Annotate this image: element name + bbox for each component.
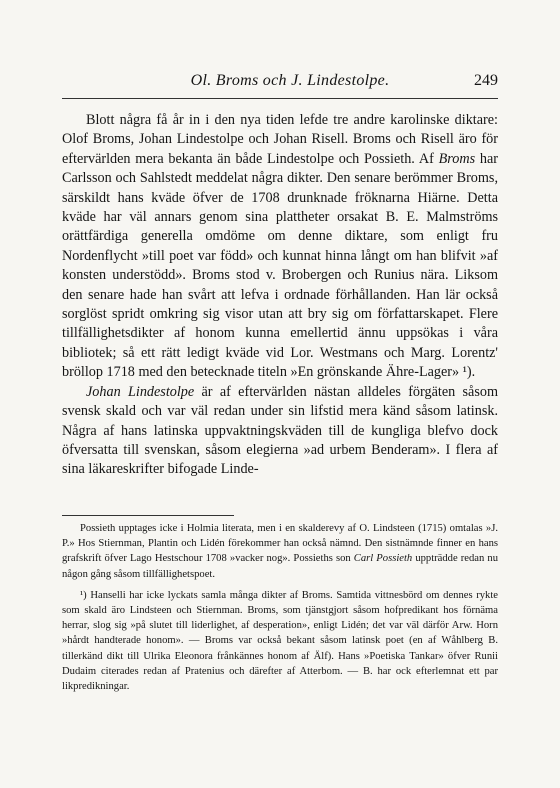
page-header [62, 72, 498, 94]
footnote-rule [62, 515, 234, 516]
paragraph-text: är af eftervärlden nästan alldeles förgäten såsom svensk skald och var väl redan under sin lifstid mera känd såsom latinsk. Några af hans latinska uppvaktningskväden till de kungliga blefvo dock öfversatta till svenskan, såsom elegierna »ad urbem Benderam». I flera af sina läkareskrifter bifogade Linde- [62, 383, 499, 478]
footnote-text: uppträdde redan nu någon gång såsom tillfällighetspoet. [62, 553, 498, 580]
footnotes [62, 521, 498, 700]
italic-name-broms: Broms [438, 150, 476, 167]
paragraph-text: har Carlsson och Sahlstedt meddelat några dikter. Den senare berömmer Broms, särskildt hans kväde öfver de 1708 drunknade fröknarna Hiärne. Detta kväde har väl annars genom sina plattheter orsakat B. E. Malmströms orättfärdiga generella omdöme om denne diktare, som enligt fru Nordenflycht »till poet var född» och kunnat hinna långt om han blifvit »af konsten understödd». Broms stod v. Brobergen och Runius nära. Liksom den senare hade han svårt att lefva i ordnade förhållanden. Han lär också sorglöst spridt omkring sig visor utan att bry sig om författarskapet. Flere tillfällighetsdikter af honom kunna emellertid ännu uppsökas i våra bibliotek; så ett rätt ledigt kväde vid Lor. Westmans och Marg. Lorentz' bröllop 1718 med den betecknade titeln »En grönskande Ähre-Lager» ¹). [62, 150, 498, 381]
footnote-text: Possieth upptages icke i Holmia literata, men i en skalderevy af O. Lindsteen (1715) omtalas »J. P.» Hos Stiernman, Plantin och Lidén förekommer han också nämnd. Den sistnämnde finner en hans grafskrift öfver Lago Hestschour 1708 »vacker nog». Possieths son [62, 523, 498, 565]
page-number: 249 [474, 72, 498, 89]
italic-name-lindestolpe: Johan Lindestolpe [86, 383, 195, 400]
paragraph-broms [62, 111, 498, 383]
italic-name-carl-possieth: Carl Possieth [353, 553, 413, 565]
paragraph-text: Blott några få år in i den nya tiden lefde tre andre karolinske diktare: Olof Broms, Johan Lindestolpe och Johan Risell. Broms och Risell äro för eftervärlden mera bekanta än både Lindestolpe och Possieth. Af [62, 112, 498, 167]
main-text [62, 111, 498, 480]
header-rule [62, 98, 498, 99]
footnote-1: ¹) Hanselli har icke lyckats samla många dikter af Broms. Samtida vittnesbörd om dennes rykte som skald äro Lindsteen och Stiernman. Broms, som tjänstgjort såsom hofpredikant hos förnäma herrar, slog sig »på slutet till liderlighet, af desperation», enligt Lidén; det var väl därför Arw. Horn »hårdt handterade honom». — Broms var också bekant såsom latinsk poet (en af Wåhlberg B. tillerkänd dikt till Ulrika Eleonora frånkännes honom af Älf). Hans »Poetiska Tankar» öfver Runii Dudaim citerades redan af Pratenius och därefter af Atterbom. — B. har ock efterlemnat ett par likpredikningar. [62, 589, 498, 693]
footnote-possieth [62, 521, 498, 582]
running-title: Ol. Broms och J. Lindestolpe. [190, 72, 390, 89]
paragraph-lindestolpe [62, 383, 498, 480]
